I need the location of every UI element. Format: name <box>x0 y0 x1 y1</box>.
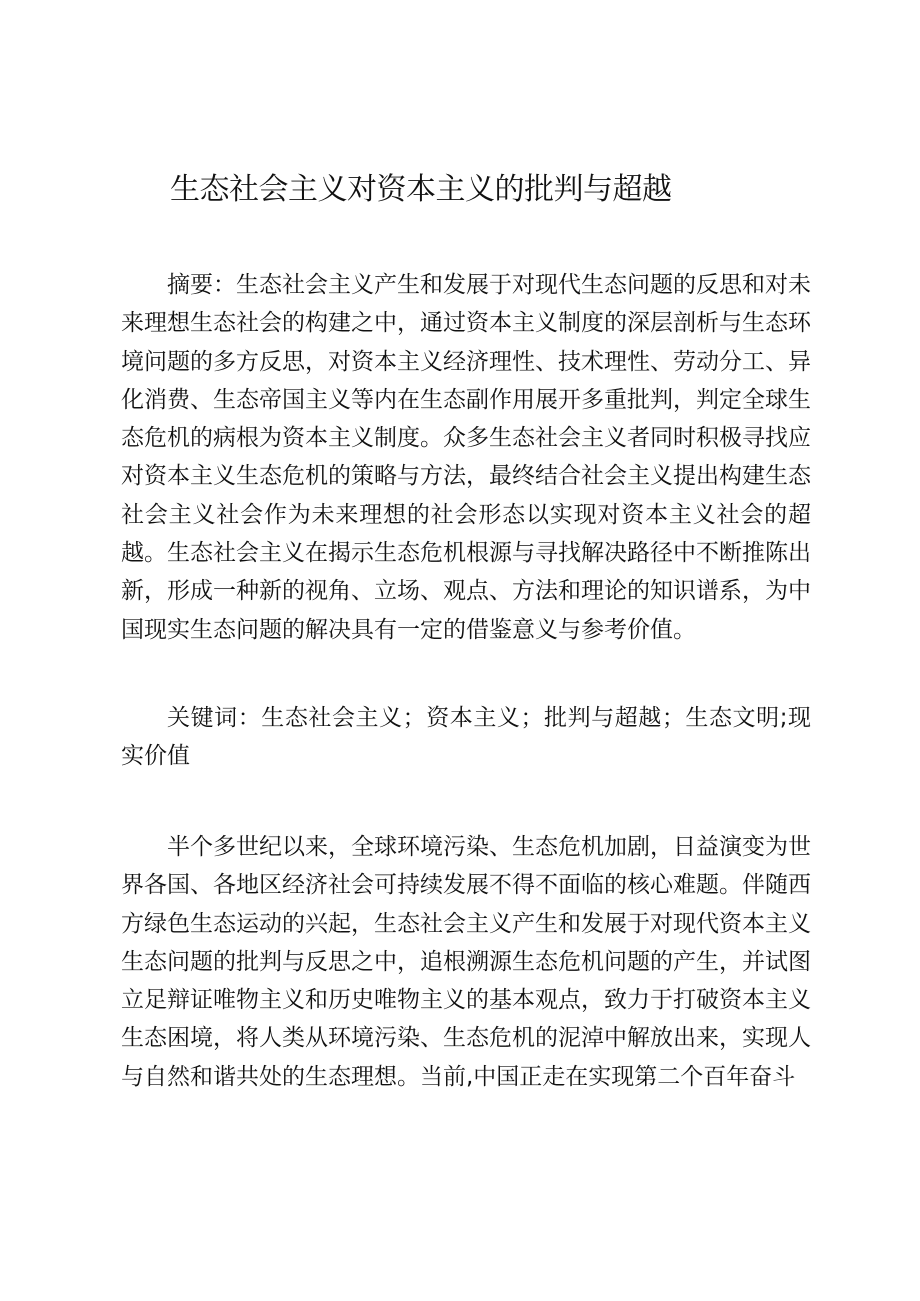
abstract-paragraph <box>121 266 811 649</box>
keywords-paragraph <box>121 699 811 776</box>
intro-paragraph: 半个多世纪以来，全球环境污染、生态危机加剧，日益演变为世界各国、各地区经济社会可持续发展不得不面临的核心难题。伴随西方绿色生态运动的兴起，生态社会主义产生和发展于对现代资本主义生态问题的批判与反思之中，追根溯源生态危机问题的产生，并试图立足辩证唯物主义和历史唯物主义的基本观点，致力于打破资本主义生态困境，将人类从环境污染、生态危机的泥淖中解放出来，实现人与自然和谐共处的生态理想。当前,中国正走在实现第二个百年奋斗 <box>121 834 811 1090</box>
abstract-label: 摘要： <box>167 272 236 298</box>
document-title: 生态社会主义对资本主义的批判与超越 <box>170 172 672 207</box>
keywords-label: 关键词： <box>167 705 262 731</box>
keywords-text: 生态社会主义；资本主义；批判与超越；生态文明;现实价值 <box>121 705 812 770</box>
abstract-text: 生态社会主义产生和发展于对现代生态问题的反思和对未来理想生态社会的构建之中，通过资本主义制度的深层剖析与生态环境问题的多方反思，对资本主义经济理性、技术理性、劳动分工、异化消费、生态帝国主义等内在生态副作用展开多重批判，判定全球生态危机的病根为资本主义制度。众多生态社会主义者同时积极寻找应对资本主义生态危机的策略与方法，最终结合社会主义提出构建生态社会主义社会作为未来理想的社会形态以实现对资本主义社会的超越。生态社会主义在揭示生态危机根源与寻找解决路径中不断推陈出新，形成一种新的视角、立场、观点、方法和理论的知识谱系，为中国现实生态问题的解决具有一定的借鉴意义与参考价值。 <box>121 272 811 643</box>
